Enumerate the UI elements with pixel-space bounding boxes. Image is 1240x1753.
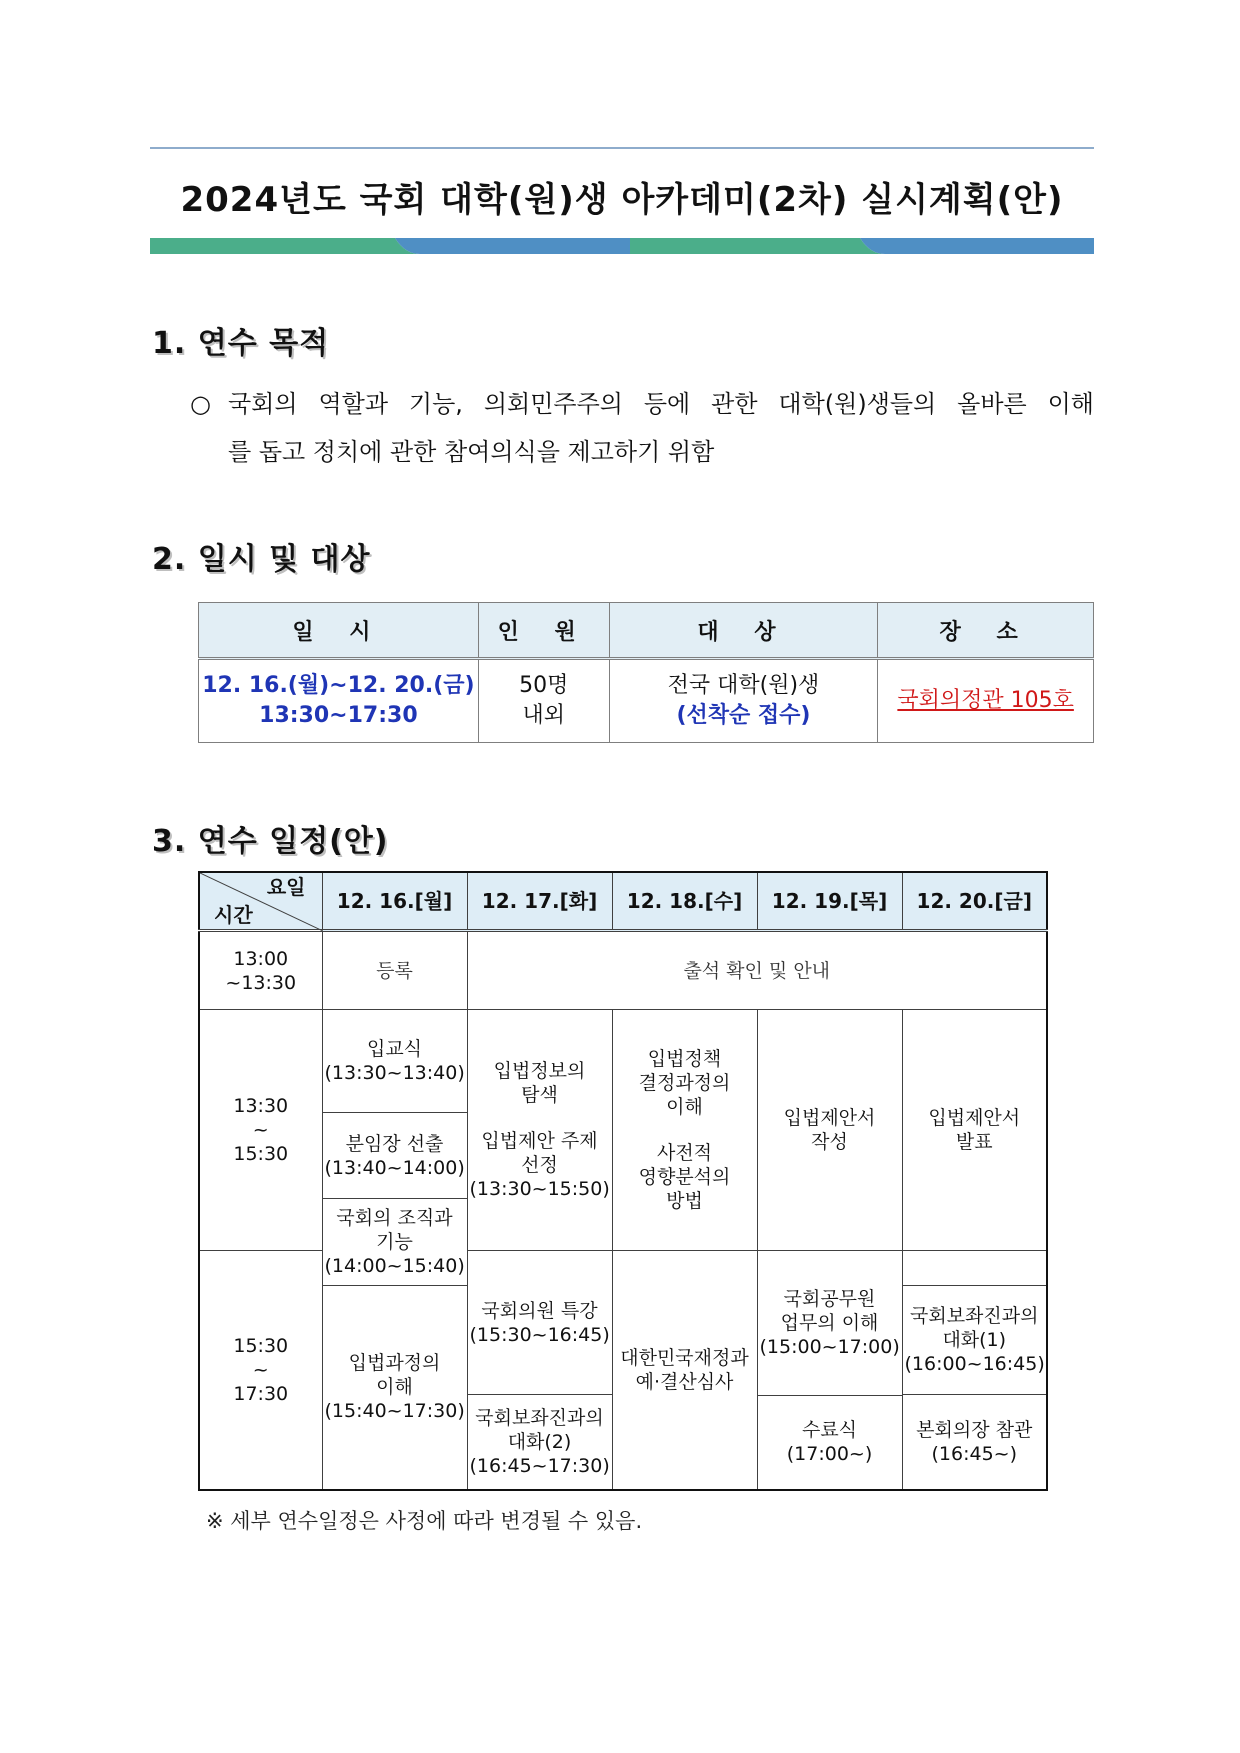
session-title: 방법: [666, 1190, 703, 1212]
time-text: 13:00: [233, 947, 289, 970]
session-time: (13:30~13:40): [324, 1062, 465, 1084]
session-title: 입법정보의: [493, 1060, 586, 1082]
cell-target: [609, 659, 878, 743]
cell-fri-graduation: [757, 1396, 902, 1490]
day-header-mon: 12. 16.[월]: [322, 872, 467, 931]
session-title: 업무의 이해: [780, 1312, 879, 1334]
cell-attendance: 출석 확인 및 안내: [467, 931, 1047, 1010]
cell-wed-policy: [612, 1010, 757, 1251]
day-header-fri: 12. 20.[금]: [902, 872, 1047, 931]
time-text: ~: [252, 1119, 269, 1141]
session-time: (15:30~16:45): [469, 1323, 610, 1346]
session-title: 예·결산심사: [635, 1370, 734, 1393]
cell-fri-civil-service: [757, 1251, 902, 1396]
session-time: (13:40~14:00): [324, 1156, 465, 1179]
session-time: (16:45~): [931, 1442, 1017, 1465]
cell-mon-legislative-process: [322, 1286, 467, 1490]
title-decorative-band: [150, 238, 1094, 254]
session-title: 대화(1): [942, 1329, 1007, 1351]
session-title: 국회공무원: [783, 1288, 876, 1310]
session-time: (16:00~16:45): [904, 1353, 1045, 1375]
cell-place: [878, 659, 1094, 743]
corner-header: [199, 872, 322, 931]
top-rule: [150, 147, 1094, 149]
section-3-heading: 3. 연수 일정(안): [152, 824, 389, 859]
session-title: 분임장 선출: [345, 1132, 444, 1155]
time-text: 15:30: [233, 1334, 289, 1357]
session-title: 국회의 조직과: [336, 1207, 453, 1229]
session-title: 탐색: [521, 1084, 558, 1106]
time-slot-2: [199, 1010, 322, 1251]
session-title: 입법제안서: [928, 1107, 1021, 1129]
session-title: 기능: [376, 1231, 413, 1253]
session-title: 국회보좌진과의: [475, 1406, 604, 1429]
session-title: 입법정책: [647, 1048, 722, 1070]
corner-day-label: 요일: [266, 875, 306, 899]
cell-mon-organization: [322, 1199, 467, 1286]
cell-people: [478, 659, 609, 743]
session-title: 결정과정의: [638, 1072, 731, 1094]
date-range: 12. 16.(월)~12. 20.(금): [202, 673, 475, 698]
session-title: 이해: [666, 1096, 703, 1118]
session-time: (13:30~15:50): [469, 1178, 610, 1200]
purpose-line-2: 를 돕고 정치에 관한 참여의식을 제고하기 위함: [228, 438, 715, 466]
place-text: 국회의정관 105호: [897, 688, 1074, 713]
cell-tue-staff-talk-1: [902, 1286, 1047, 1395]
session-title: 영향분석의: [638, 1166, 731, 1188]
session-title: 선정: [521, 1154, 558, 1176]
page-title: 2024년도 국회 대학(원)생 아카데미(2차) 실시계획(안): [180, 180, 1064, 220]
cell-wed-special-lecture: [467, 1251, 612, 1395]
band-blue-segment: [860, 238, 1094, 254]
session-time: (16:45~17:30): [469, 1454, 610, 1477]
cell-fri-presentation: [902, 1010, 1047, 1251]
session-time: (15:00~17:00): [759, 1336, 900, 1358]
session-time: (14:00~15:40): [324, 1255, 465, 1277]
time-range: 13:30~17:30: [259, 703, 418, 728]
session-title: 발표: [955, 1131, 993, 1153]
target-text: 전국 대학(원)생: [667, 673, 820, 698]
day-header-tue: 12. 17.[화]: [467, 872, 612, 931]
day-header-thu: 12. 19.[목]: [757, 872, 902, 931]
header-datetime: 일 시: [199, 603, 479, 659]
band-green-segment: [630, 238, 885, 254]
bullet-circle: ○: [190, 390, 211, 418]
header-target: 대 상: [609, 603, 878, 659]
cell-mon-opening: [322, 1010, 467, 1113]
session-title: 국회보좌진과의: [910, 1305, 1039, 1327]
schedule-table: [198, 871, 1048, 1491]
corner-time-label: 시간: [214, 903, 253, 927]
session-title: 수료식: [801, 1419, 858, 1442]
band-blue-segment: [395, 238, 630, 254]
session-title: 입교식: [366, 1038, 423, 1060]
time-text: 15:30: [233, 1143, 289, 1165]
time-text: 13:30: [233, 1095, 289, 1117]
header-place: 장 소: [878, 603, 1094, 659]
cell-register: 등록: [322, 931, 467, 1010]
session-title: 본회의장 참관: [916, 1418, 1033, 1441]
section-2-heading: 2. 일시 및 대상: [152, 542, 371, 577]
session-title: 작성: [811, 1131, 848, 1153]
cell-datetime: [199, 659, 479, 743]
header-people: 인 원: [478, 603, 609, 659]
session-title: 국회의원 특강: [481, 1299, 598, 1322]
session-title: 대화(2): [507, 1430, 572, 1453]
session-title: 입법제안 주제: [481, 1130, 598, 1152]
session-time: (15:40~17:30): [324, 1400, 465, 1423]
session-time: (17:00~): [786, 1443, 873, 1466]
band-green-segment: [150, 238, 420, 254]
cell-tue-legislative-info: [467, 1010, 612, 1251]
purpose-line-1: 국회의 역할과 기능, 의회민주주의 등에 관한 대학(원)생들의 올바른 이해: [228, 390, 1094, 418]
people-count: 50명: [519, 673, 569, 698]
time-slot-3: [199, 1251, 322, 1490]
session-title: 입법제안서: [783, 1107, 876, 1129]
cell-wed-plenary-visit: [902, 1395, 1047, 1490]
cell-thu-budget: [612, 1251, 757, 1490]
target-note: (선착순 접수): [676, 703, 811, 728]
session-title: 이해: [376, 1376, 413, 1399]
time-text: 17:30: [233, 1382, 289, 1405]
time-text: ~: [252, 1358, 269, 1381]
overview-table: [198, 602, 1094, 743]
time-slot-1: [199, 931, 322, 1010]
session-title: 입법과정의: [348, 1352, 441, 1375]
day-header-wed: 12. 18.[수]: [612, 872, 757, 931]
session-title: 사전적: [656, 1142, 713, 1164]
cell-tue-staff-talk-2: [467, 1395, 612, 1490]
section-1-heading: 1. 연수 목적: [152, 326, 330, 361]
cell-thu-writing: [757, 1010, 902, 1251]
people-qualifier: 내외: [522, 703, 565, 728]
schedule-note: ※ 세부 연수일정은 사정에 따라 변경될 수 있음.: [206, 1509, 643, 1533]
cell-mon-leader: [322, 1113, 467, 1199]
time-text: ~13:30: [225, 971, 297, 994]
session-title: 대한민국재정과: [620, 1346, 749, 1369]
